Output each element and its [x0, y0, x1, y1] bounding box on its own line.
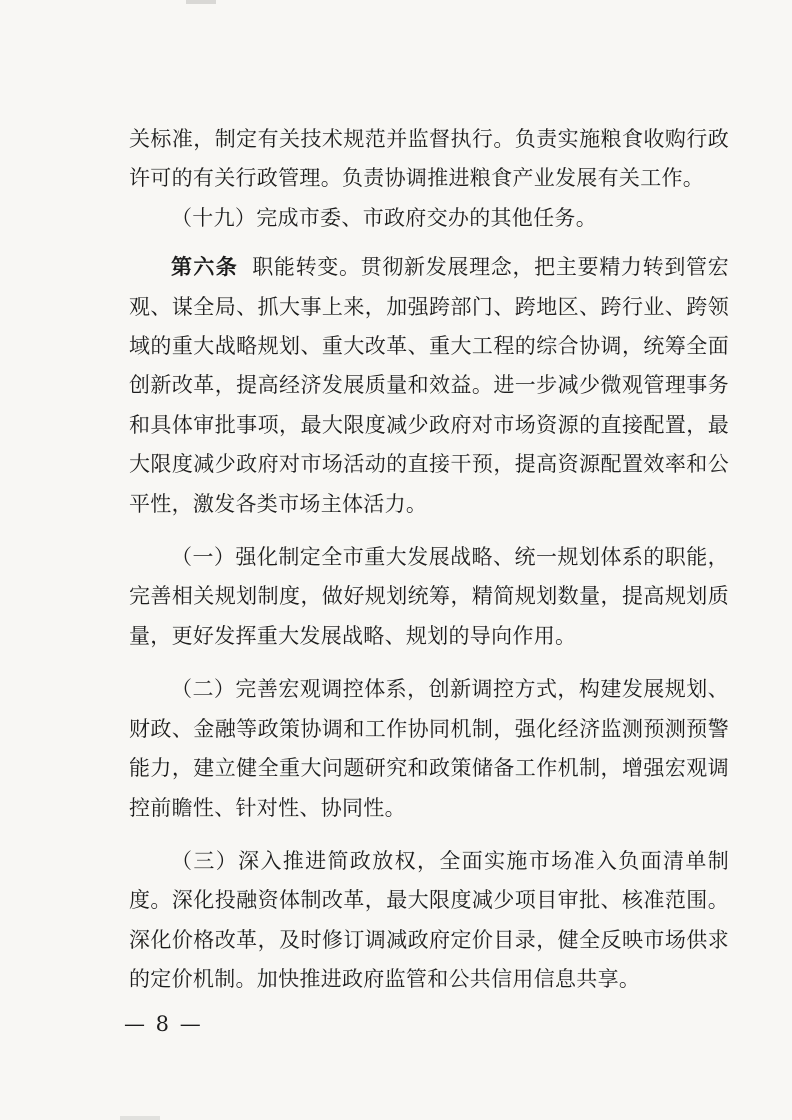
paragraph-item-3: （三）深入推进简政放权，全面实施市场准入负面清单制度。深化投融资体制改革，最大限度减少项目审批、核准范围。深化价格改革，及时修订调减政府定价目录，健全反映市场供求的定价机制。加快推进政府监管和公共信用信息共享。	[129, 848, 729, 992]
scan-artifact-bottom	[120, 1116, 160, 1120]
paragraph-item-1: （一）强化制定全市重大发展战略、统一规划体系的职能，完善相关规划制度，做好规划统筹，精简规划数量，提高规划质量，更好发挥重大发展战略、规划的导向作用。	[129, 545, 729, 648]
paragraph-article-6	[129, 248, 729, 524]
scan-artifact	[186, 0, 216, 4]
article-label: 第六条	[171, 255, 239, 280]
paragraph-continuation: 关标准，制定有关技术规范并监督执行。负责实施粮食收购行政许可的有关行政管理。负责协调推进粮食产业发展有关工作。	[129, 127, 729, 191]
paragraph-item-19: （十九）完成市委、市政府交办的其他任务。	[171, 205, 597, 230]
page-number: — 8 —	[124, 1012, 203, 1036]
document-body	[129, 120, 729, 1000]
article-6-text: 职能转变。贯彻新发展理念，把主要精力转到管宏观、谋全局、抓大事上来，加强跨部门、跨地区、跨行业、跨领域的重大战略规划、重大改革、重大工程的综合协调，统筹全面创新改革，提高经济发展质量和效益。进一步减少微观管理事务和具体审批事项，最大限度减少政府对市场资源的直接配置，最大限度减少政府对市场活动的直接干预，提高资源配置效率和公平性，激发各类市场主体活力。	[129, 255, 730, 516]
paragraph-item-2: （二）完善宏观调控体系，创新调控方式，构建发展规划、财政、金融等政策协调和工作协同机制，强化经济监测预测预警能力，建立健全重大问题研究和政策储备工作机制，增强宏观调控前瞻性、针对性、协同性。	[129, 677, 729, 820]
